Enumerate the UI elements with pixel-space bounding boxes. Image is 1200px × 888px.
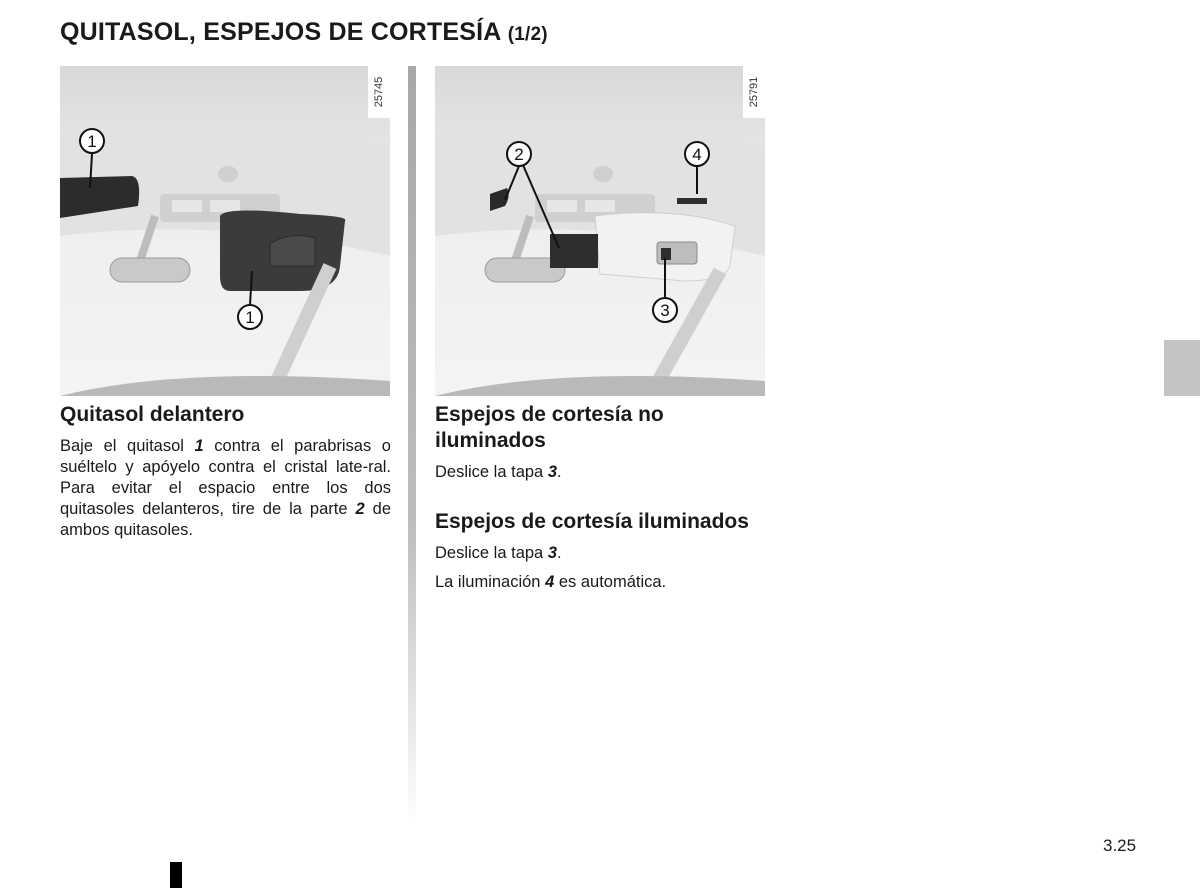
figure-vanity-mirror [435, 66, 765, 396]
page-title-part: (1/2) [507, 24, 548, 45]
heading-front-sunvisor: Quitasol delantero [60, 403, 245, 426]
figure-number [743, 66, 765, 118]
callout-2: 2 [514, 145, 524, 164]
text: es automática. [554, 573, 667, 591]
ref-4: 4 [545, 573, 555, 591]
non-illuminated-paragraph [435, 462, 755, 483]
text: . [557, 544, 562, 562]
print-mark [170, 862, 182, 888]
column-divider [408, 66, 416, 826]
text: Baje el quitasol [60, 437, 195, 455]
left-column [60, 402, 391, 549]
text: Deslice la tapa [435, 463, 548, 481]
text: La iluminación [435, 573, 546, 591]
ref-1: 1 [194, 437, 204, 455]
figure-front-sunvisor [60, 66, 390, 396]
figure-number [368, 66, 390, 118]
illuminated-paragraph [435, 543, 755, 564]
heading-illuminated: Espejos de cortesía iluminados [435, 510, 749, 533]
page-number: 3.25 [1103, 836, 1137, 855]
page-title-text: QUITASOL, ESPEJOS DE CORTESÍA [60, 18, 501, 46]
ref-3: 3 [547, 463, 557, 481]
callout-4: 4 [692, 145, 702, 164]
vanity-mirror-illustration [435, 66, 765, 396]
ref-3: 3 [547, 544, 557, 562]
right-column [435, 402, 755, 601]
text: . [557, 463, 562, 481]
sunvisor-paragraph [60, 436, 391, 541]
lighting-paragraph [435, 572, 755, 593]
page-title [60, 18, 548, 47]
text: de ambos quitasoles. [60, 500, 391, 539]
callout-3: 3 [660, 301, 670, 320]
sunvisor-illustration [60, 66, 390, 396]
heading-non-illuminated: Espejos de cortesía no iluminados [435, 403, 664, 452]
callout-1a: 1 [87, 132, 97, 151]
figure-number-text: 25791 [748, 76, 760, 108]
text: Deslice la tapa [435, 544, 548, 562]
callout-1b: 1 [245, 308, 255, 327]
ref-2: 2 [355, 500, 365, 518]
section-thumb-tab [1164, 340, 1200, 396]
text: contra el parabrisas o suéltelo y apóyelo contra el cristal late-ral. Para evitar el espacio entre los dos quitasoles delanteros, tire de la parte [60, 437, 391, 518]
figure-number-text: 25745 [373, 76, 385, 108]
